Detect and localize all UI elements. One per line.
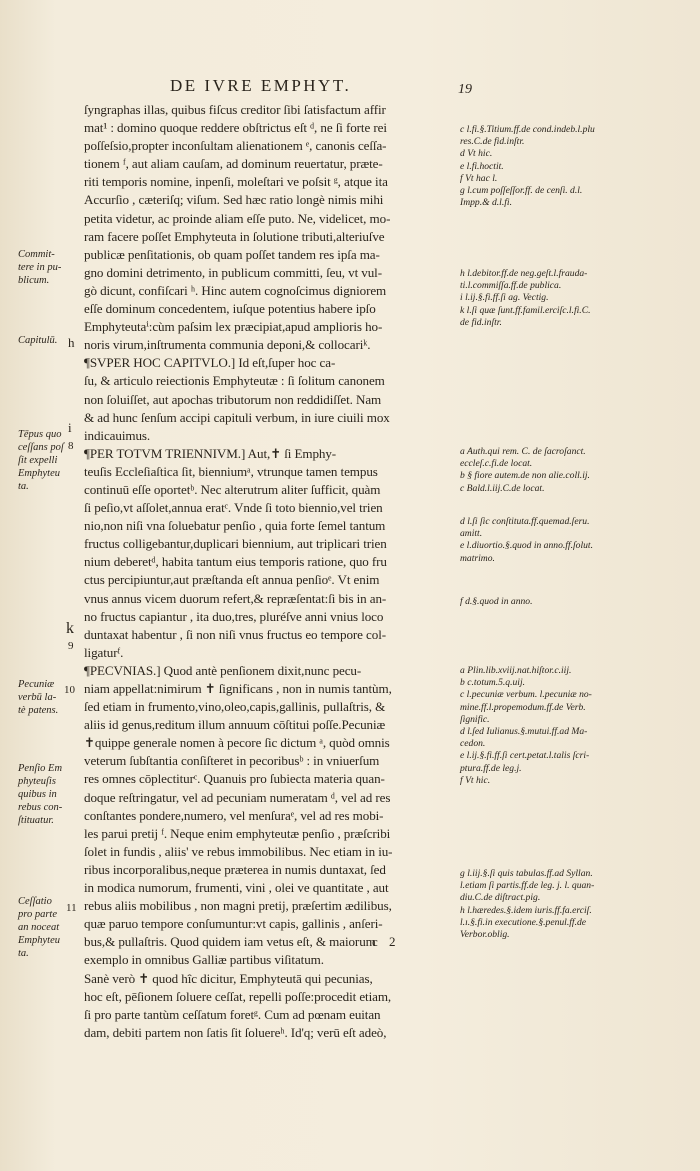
citation-line: mine.ff.l.propemodum.ff.de Verb. <box>460 701 586 713</box>
gloss-line: ceſſans poſ <box>18 442 64 453</box>
citation-line: f Vt hic. <box>460 774 491 786</box>
citation-line: diu.C.de diſtract.pig. <box>460 892 541 904</box>
gloss-line: Tēpus quo <box>18 429 62 440</box>
citation-line: h l.hæredes.§.idem iuris.ff.fa.erciſ. <box>460 904 592 916</box>
citation-line: l.ı.§.fi.in executione.§.penul.ff.de <box>460 916 587 928</box>
citation-line: g l.cum poſſeſſor.ff. de cenſi. d.l. <box>460 185 583 197</box>
gloss-line: Pecuniæ <box>18 679 55 690</box>
citation-line: f d.§.quod in anno. <box>460 596 533 607</box>
citation-note <box>460 516 660 565</box>
text-line: ſu, & articulo reiectionis Emphyteutæ : ſi ſolitum canonem <box>84 373 385 389</box>
text-line: quæ paruo tempore conſumuntur:vt capis, gallinis , anſeri- <box>84 916 383 932</box>
citation-line: res.C.de fid.inſtr. <box>460 136 525 148</box>
citation-line: g l.iij.§.ſi quis tabulas.ff.ad Syllan. <box>460 868 593 879</box>
citation-line: cedon. <box>460 738 486 750</box>
citation-line: i l.ij.§.fi.ff.ſi ag. Vectig. <box>460 292 549 304</box>
marker-8: 8 <box>68 440 74 452</box>
text-line: duntaxat habentur , ſi non niſi vnus fructus eo tempore col- <box>84 626 386 642</box>
citation-line: f Vt hac l. <box>460 172 498 184</box>
gloss-line: Emphyteu <box>18 935 60 946</box>
citation-note <box>460 268 660 329</box>
gloss-line: Ceſſatio <box>18 896 52 907</box>
citation-line: de fid.inſtr. <box>460 316 502 328</box>
text-line: ſed etiam in frumento,vino,oleo,capis,gallinis, pullaſtris, & <box>84 699 386 715</box>
text-line: in modica numorum, frumenti, vini , olei ve quantitate , aut <box>84 880 389 896</box>
citation-line: l.etiam ſi partis.ff.de leg. j. l. quan- <box>460 880 595 892</box>
gloss-line: rebus con- <box>18 802 63 813</box>
text-line: rebus aliis mobilibus , non magni pretij, præſertim ædilibus, <box>84 898 392 914</box>
marker-h: h <box>68 335 75 350</box>
marker-k: k <box>66 620 74 637</box>
text-line: ¶SVPER HOC CAPITVLO.] Id eſt,ſuper hoc ca- <box>84 355 336 371</box>
text-line: veterum ſubſtantia conſiſteret in pecoribusᵇ : in vniuerſum <box>84 753 380 769</box>
text-line: doque reſtringatur, vel ad pecuniam numeratam ᵈ, vel ad res <box>84 789 391 805</box>
page-number: 19 <box>458 82 472 97</box>
citation-note <box>460 596 660 608</box>
text-line: res omnes cōplectiturᶜ. Quanuis pro ſubiecta materia quan- <box>84 771 385 787</box>
citation-line: c l.fi.§.Titium.ff.de cond.indeb.l.plu <box>460 124 595 135</box>
citation-line: e l.fi.hoctit. <box>460 160 504 172</box>
citation-line: a Plin.lib.xviij.nat.hiſtor.c.iij. <box>460 665 572 676</box>
text-line: ✝quippe generale nomen à pecore ſic dictum ᵃ, quòd omnis <box>84 735 390 751</box>
text-line: ſolet in fundis , aliis' ve rebus immobilibus. Nec etiam in iu- <box>84 843 393 859</box>
gloss-line: tè patens. <box>18 705 59 716</box>
marker-i: i <box>68 420 72 435</box>
text-line: vnus annus vicem duorum refert,& repræſentat:ſi bis in an- <box>84 590 387 606</box>
citation-note <box>460 665 660 787</box>
text-line: fructus colligebantur,duplicari biennium, aut triplicari trien <box>84 536 387 552</box>
gloss-line: Emphyteu <box>18 468 60 479</box>
citation-line: eccleſ.c.fi.de locat. <box>460 458 533 470</box>
citation-line: b c.totum.5.q.uij. <box>460 677 526 689</box>
text-line: indicauimus. <box>84 427 151 443</box>
text-line: niam appellat:nimirum ✝ ſignificans , non in numis tantùm, <box>84 681 392 696</box>
running-head: DE IVRE EMPHYT. <box>170 76 352 95</box>
citation-note <box>460 446 660 495</box>
text-line: poſſeſsio,propter inconſultam alienationem ᵉ, canonis ceſſa- <box>84 138 387 154</box>
text-line: ſi peſio,vt aſſolet,annua eratᶜ. Vnde ſi toto biennio,vel trien <box>84 500 383 516</box>
text-line: gò dicunt, confiſcari ʰ. Hinc autem cognoſcimus digniorem <box>84 282 387 298</box>
text-line: noris virum,inſtrumenta communia deponi,& collocariᵏ. <box>84 337 371 353</box>
marker-9: 9 <box>68 640 74 652</box>
citation-line: matrimo. <box>460 552 495 564</box>
marker-10: 10 <box>64 684 75 696</box>
text-line: hoc eſt, pēſionem ſoluere ceſſat, repelli poſſe:procedit etiam, <box>84 988 392 1004</box>
text-line: gno domini detrimento, in publicum committi, ſeu, vt vul- <box>84 264 382 280</box>
gloss-line: tere in pu- <box>18 262 62 273</box>
gloss-line: ta. <box>18 481 29 492</box>
marker-11: 11 <box>66 902 77 914</box>
citation-note <box>460 124 660 209</box>
text-line: bus,& pullaſtris. Quod quidem iam vetus eſt, & maiorum <box>84 934 376 950</box>
citation-line: h l.debitor.ff.de neg.geſt.l.frauda- <box>460 268 588 279</box>
text-line: aliis id genus,reditum illum annuum cōſtitui poſſe.Pecuniæ <box>84 717 386 733</box>
citation-line: Impp.& d.l.fi. <box>460 197 512 209</box>
text-line: ligaturᶠ. <box>84 644 124 660</box>
gloss-line: verbū la- <box>18 692 57 703</box>
gloss-line: Penſio Em <box>18 763 63 774</box>
citation-line: e l.ij.§.fi.ff.ſi cert.petat.l.talis ſcri- <box>460 750 590 762</box>
citation-note <box>460 868 660 941</box>
citation-line: c Bald.l.iij.C.de locat. <box>460 482 545 494</box>
text-line: dam, debiti partem non ſatis ſit ſoluereʰ. Id'q; verū eſt adeò, <box>84 1024 387 1040</box>
citation-line: d Vt hic. <box>460 148 493 160</box>
gloss-line: ſtituatur. <box>18 815 54 826</box>
text-line: ctus percipiuntur,aut præſtanda eſt annua penſioᵉ. Vt enim <box>84 572 380 588</box>
gloss-line: quibus in <box>18 789 57 800</box>
citation-line: amitt. <box>460 528 483 540</box>
text-line: ſi pro parte tantùm ceſſatum foretᵍ. Cum ad pœnam euitan <box>84 1006 381 1022</box>
text-line: Sanè verò ✝ quod hîc dicitur, Emphyteutā qui pecunias, <box>84 970 373 986</box>
citation-line: Verbor.oblig. <box>460 929 510 941</box>
gloss-line: phyteuſis <box>18 776 56 787</box>
citation-line: a Auth.qui rem. C. de ſacroſanct. <box>460 446 586 457</box>
margin-gloss-tempus <box>18 428 76 493</box>
text-line: nio,non niſi vna ſoluebatur penſio , quia forte ſemel tantum <box>84 518 386 534</box>
citation-line: d l.ſed Iulianus.§.mutui.ff.ad Ma- <box>460 726 588 738</box>
text-line: Emphyteutaⁱ:cùm paſsim lex præcipiat,apud amplioris ho- <box>84 319 383 335</box>
text-line: no fructus capiantur , ita duo,tres, pluréſve anni vnius loco <box>84 608 384 624</box>
text-line: petita videtur, ac proinde aliam eſſe puto. Ne, videlicet, mo- <box>84 210 391 226</box>
text-line: Accurſio , cæteriſq; viſum. Sed hæc ratio longè nimis mihi <box>84 192 384 208</box>
gloss-line: pro parte <box>18 909 57 920</box>
text-line: exemplo in omnibus Galliæ partibus viſitatum. <box>84 952 324 968</box>
gloss-line: ta. <box>18 948 29 959</box>
text-line: ram facere poſſet Emphyteuta in ſolutione tributi,alteriuſve <box>84 228 385 244</box>
citation-line: ptura.ff.de leg.j. <box>460 762 522 774</box>
citation-line: k l.ſi quæ ſunt.ff.famil.erciſc.l.fi.C. <box>460 304 591 316</box>
text-line: teuſis Eccleſiaſtica ſit, bienniumᵃ, vtrunque tamen tempus <box>84 463 378 479</box>
citation-line: d l.ſi ſic conſtituta.ff.quemad.ſeru. <box>460 516 590 527</box>
text-line: non ſoluiſſet, aut apochas tributorum non reddidiſſet. Nam <box>84 391 382 407</box>
text-line: mat¹ : domino quoque reddere obſtrictus eſt ᵈ, ne ſi forte rei <box>84 120 387 136</box>
text-line: publicæ penſitationis, ob quam poſſet tandem res ipſa ma- <box>84 246 380 262</box>
citation-line: b § fiore autem.de non alie.coll.ij. <box>460 470 590 482</box>
citation-line: ti.l.commiſſa.ff.de publica. <box>460 280 562 292</box>
margin-gloss-pensio <box>18 762 76 827</box>
margin-gloss-committere <box>18 248 76 287</box>
gloss-line: Commit- <box>18 249 55 260</box>
text-line: les parui pretij ᶠ. Neque enim emphyteutæ penſio , præſcribi <box>84 825 391 841</box>
text-line: nium deberetᵈ, habita tantum eius temporis ratione, quo fru <box>84 554 387 570</box>
gloss-line: an noceat <box>18 922 60 933</box>
text-line: tionem ᶠ, aut aliam cauſam, ad dominum reuertatur, præte- <box>84 156 383 172</box>
gloss-line: ſit expelli <box>18 455 58 466</box>
text-line: eſſe dominum concedentem, iuſque potentius habere ipſo <box>84 301 376 317</box>
citation-line: e l.diuortio.§.quod in anno.ff.ſolut. <box>460 540 593 552</box>
citation-line: c l.pecuniæ verbum. l.pecuniæ no- <box>460 689 592 701</box>
citation-line: ſignific. <box>460 713 490 725</box>
text-line: ſyngraphas illas, quibus fiſcus creditor ſibi ſatisfactum affir <box>84 102 386 117</box>
text-line: ribus incorporalibus,neque præterea in numis duntaxat, ſed <box>84 861 386 877</box>
text-line: ¶PECVNIAS.] Quod antè penſionem dixit,nunc pecu- <box>84 662 362 678</box>
text-line: conſtantes pondere,numero, vel menſuraᵉ, vel ad res mobi- <box>84 807 384 823</box>
text-line: ¶PER TOTVM TRIENNIVM.] Aut,✝ ſi Emphy- <box>84 445 337 461</box>
text-line: continuū eſſe oportetᵇ. Nec alterutrum aliter ſufficit, quàm <box>84 481 381 497</box>
main-text-column <box>84 101 454 1042</box>
signature-mark: c 2 <box>372 934 400 949</box>
gloss-line: Capitulū. <box>18 335 58 346</box>
text-line: riti temporis nomine, inpenſi, moleſtari ve poſsit ᵍ, atque ita <box>84 174 388 190</box>
gloss-line: blicum. <box>18 275 50 286</box>
text-line: & ad hunc ſenſum accipi capituli verbum, in iure ciuili mox <box>84 409 390 425</box>
